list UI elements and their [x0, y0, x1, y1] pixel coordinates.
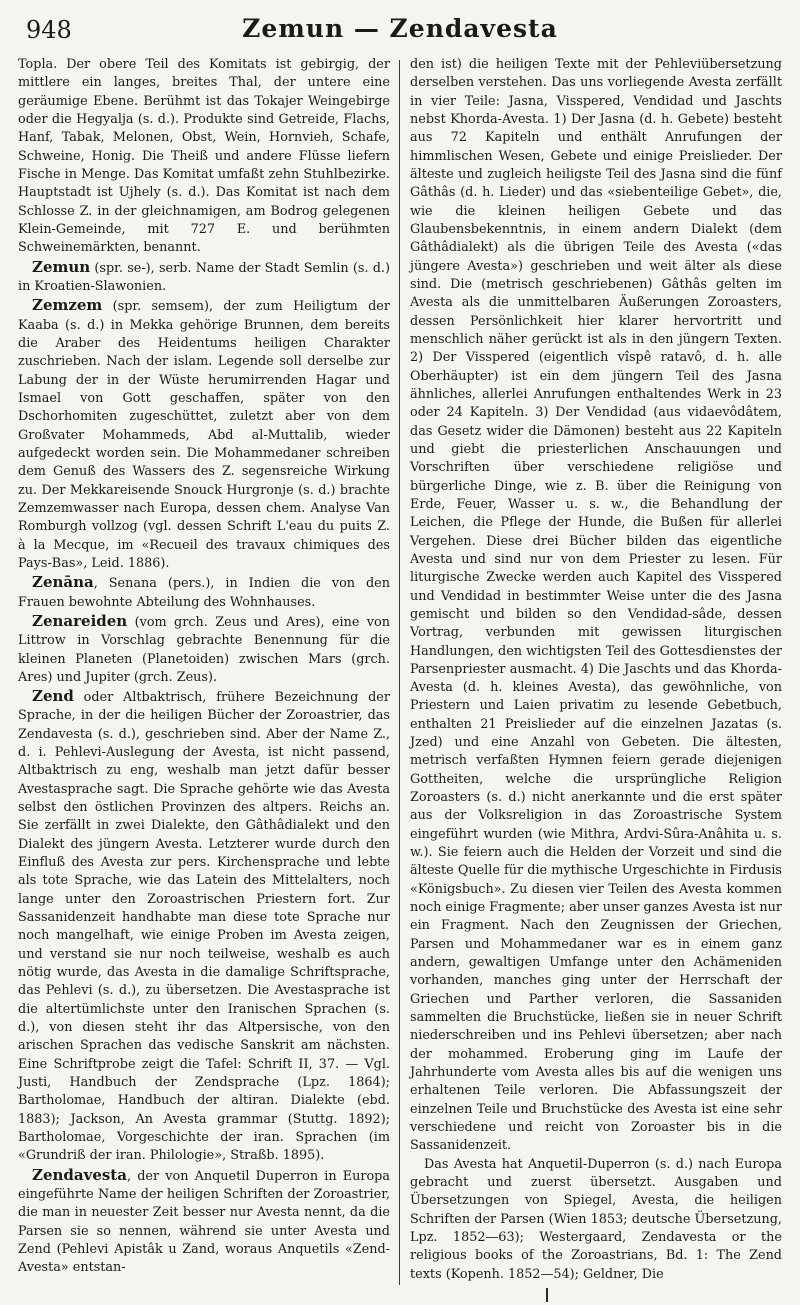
entry-text: , Senana (pers.), in Indien die von den Frauen bewohnte Abteilung des Wohnhauses. [18, 576, 390, 610]
entry-zemzem [18, 296, 390, 573]
entry-zend [18, 687, 390, 1166]
page-header [18, 6, 782, 50]
entry-text: (spr. se-), serb. Name der Stadt Semlin (s. d.) in Kroatien-Slawonien. [18, 260, 390, 294]
entry-headword: Zendavesta [32, 1165, 127, 1184]
right-column [410, 56, 782, 1284]
entry-text: (spr. semsem), der zum Heiligtum der Kaaba (s. d.) in Mekka gehörige Brunnen, dem bereits die Araber des Heidentums heiligen Charakter zuschrieben. Nach der islam. Legende soll derselbe zur Labung der in der Wüste herumirrenden Hagar und Ismael von Gott geschaffen, später von den Dschorhomiten zugeschüttet, zuletzt aber von dem Großvater Mohammeds, Abd al-Muttalib, wieder aufgedeckt worden sein. Die Mohammedaner schreiben dem Genuß des Wassers des Z. segensreiche Wirkung zu. Der Mekkareisende Snouck Hurgronje (s. d.) brachte Zemzemwasser nach Europa, dessen chem. Analyse Van Romburgh vollzog (vgl. dessen Schrift L'eau du puits Z. à la Mecque, im «Recueil des travaux chimiques des Pays-Bas», Leid. 1886). [18, 299, 390, 571]
column-divider [399, 60, 400, 1285]
entry-headword: Zenāna [32, 573, 94, 592]
entry-text: oder Altbaktrisch, frühere Bezeichnung der Sprache, in der die heiligen Bücher der Zoroastrier, das Zendavesta (s. d.), geschrieben sind. Aber der Name Z., d. i. Pehlevi-Auslegung der Avesta, ist nicht passend, Altbaktrisch zu eng, weshalb man jetzt dafür besser Avestasprache sagt. Die Sprache gehörte wie das Avesta selbst den östlichen Provinzen des altpers. Reichs an. Sie zerfällt in zwei Dialekte, den Gâthâdialekt und den Dialekt des jüngern Avesta. Letzterer wurde durch den Einfluß des Avesta zur pers. Kirchensprache und lebte als tote Sprache, wie das Latein des Mittelalters, noch lange unter den Zoroastrischen Priestern fort. Zur Sassanidenzeit handhabte man diese tote Sprache nur noch mangelhaft, wie einige Proben im Avesta zeigen, und verstand sie nur noch teilweise, weshalb es auch nötig wurde, das Avesta in die damalige Schriftsprache, das Pehlevi (s. d.), zu übersetzen. Die Avestasprache ist die altertümlichste unter den Iranischen Sprachen (s. d.), von diesen steht ihr das Altpersische, von den arischen Sprachen das vedische Sanskrit am nächsten. Eine Schriftprobe zeigt die Tafel: Schrift II, 37. — Vgl. Justi, Handbuch der Zendsprache (Lpz. 1864); Bartholomae, Handbuch der altiran. Dialekte (ebd. 1883); Jackson, An Avesta grammar (Stuttg. 1892); Bartholomae, Vorgeschichte der iran. Sprachen (im «Grundriß der iran. Philologie», Straßb. 1895). [18, 690, 390, 1164]
entry-text: , der von Anquetil Duperron in Europa eingeführte Name der heiligen Schriften der Zoroastrier, die man in neuester Zeit besser nur Avesta nennt, da die Parsen sie so nennen, während sie unter Avesta und Zend (Pehlevi Apistâk u Zand, woraus Anquetils «Zend-Avesta» entstan- [18, 1168, 390, 1276]
entry-zemun [18, 258, 390, 297]
entry-headword: Zend [32, 687, 74, 706]
print-mark [546, 1288, 548, 1302]
entry-zenana [18, 573, 390, 612]
entry-paragraph: Das Avesta hat Anquetil-Duperron (s. d.) nach Europa gebracht und zuerst übersetzt. Ausgaben und Übersetzungen von Spiegel, Avesta, die heiligen Schriften der Parsen (Wien 1853; deutsche Übersetzung, Lpz. 1852—63); Westergaard, Zendavesta or the religious books of the Zoroastrians, Bd. 1: The Zend texts (Kopenh. 1852—54); Geldner, Die [410, 1156, 782, 1282]
running-title: Zemun — Zendavesta [242, 14, 558, 43]
page-number: 948 [26, 16, 72, 44]
entry-headword: Zemzem [32, 296, 103, 315]
entry-zendavesta [18, 1166, 390, 1278]
left-column [18, 56, 390, 1278]
entry-zenareiden [18, 612, 390, 687]
entry-continuation: den ist) die heiligen Texte mit der Pehleviübersetzung derselben verstehen. Das uns vorliegende Avesta zerfällt in vier Teile: Jasna, Visspered, Vendidad und Jaschts nebst Khorda-Avesta. 1) Der Jasna (d. h. Gebete) besteht aus 72 Kapiteln und enthält Anrufungen der himmlischen Wesen, Gebete und einige Preislieder. Der älteste und zugleich heiligste Teil des Jasna sind die fünf Gâthâs (d. h. Lieder) und das «siebenteilige Gebet», die, wie die kleinen heiligen Gebete und das Glaubensbekenntnis, in einem andern Dialekt (dem Gâthâdialekt) als die übrigen Teile des Avesta («das jüngere Avesta») geschrieben und weit älter als diese sind. Die (metrisch geschriebenen) Gâthâs gelten im Avesta als die unmittelbaren Äußerungen Zoroasters, dessen Persönlichkeit hier klarer hervortritt und menschlich näher gerückt ist als in den jüngern Texten. 2) Der Visspered (eigentlich vîspê ratavô, d. h. alle Oberhäupter) ist ein dem jüngern Teil des Jasna ähnliches, allerlei Anrufungen enthaltendes Werk in 23 oder 24 Kapiteln. 3) Der Vendidad (aus vidaevôdâtem, das Gesetz wider die Dämonen) besteht aus 22 Kapiteln und giebt die priesterlichen Anschauungen und Vorschriften über verschiedene religiöse und bürgerliche Dinge, wie z. B. über die Reinigung von Erde, Feuer, Wasser u. s. w., die Behandlung der Leichen, die Pflege der Hunde, die Bußen für allerlei Vergehen. Diese drei Bücher bilden das eigentliche Avesta und sind nur von dem Priester zu lesen. Für liturgische Zwecke werden auch Kapitel des Visspered und Vendidad in bestimmter Weise unter die des Jasna gemischt und bilden so den Vendidad-sâde, dessen Vortrag, verbunden mit gewissen liturgischen Handlungen, den wichtigsten Teil des Gottesdienstes der Parsenpriester ausmacht. 4) Die Jaschts und das Khorda-Avesta (d. h. kleines Avesta), das gewöhnliche, von Priestern und Laien privatim zu lesende Gebetbuch, enthalten 21 Preislieder auf die einzelnen Jazatas (s. Jzed) und eine Anzahl von Gebeten. Die ältesten, metrisch verfaßten Hymnen feiern gerade diejenigen Gottheiten, welche die ursprüngliche Religion Zoroasters (s. d.) nicht anerkannte und die erst später aus der Volksreligion in das Zoroastrische System eingeführt wurden (wie Mithra, Ardvi-Sûra-Anâhita u. s. w.). Sie feiern auch die Helden der Vorzeit und sind die älteste Quelle für die mythische Urgeschichte in Firdusis «Königsbuch». Zu diesen vier Teilen des Avesta kommen noch einige Fragmente; aber unser ganzes Avesta ist nur ein Fragment. Nach den Zeugnissen der Griechen, Parsen und Mohammedaner war es in einem ganz andern, gewaltigen Umfange unter den Achämeniden vorhanden, manches ging unter der Herrschaft der Griechen und Parther verloren, die Sassaniden sammelten die Bruchstücke, ließen sie in neuer Schrift niederschreiben und ins Pehlevi übersetzen; aber nach der mohammed. Eroberung ging im Laufe der Jahrhunderte vom Avesta alles bis auf die wenigen uns erhaltenen Teile verloren. Die Abfassungszeit der einzelnen Teile und Bruchstücke des Avesta ist eine sehr verschiedene und reicht von Zoroaster bis in die Sassanidenzeit. [410, 57, 782, 1154]
entry-text: (vom grch. Zeus und Ares), eine von Littrow in Vorschlag gebrachte Benennung für die kleinen Planeten (Planetoiden) zwischen Mars (grch. Ares) und Jupiter (grch. Zeus). [18, 614, 390, 685]
entry-headword: Zemun [32, 257, 91, 276]
entry-continuation: Topla. Der obere Teil des Komitats ist gebirgig, der mittlere ein langes, breites Thal, der untere eine geräumige Ebene. Berühmt ist das Tokajer Weingebirge oder die Hegyalja (s. d.). Produkte sind Getreide, Flachs, Hanf, Tabak, Melonen, Obst, Wein, Hornvieh, Schafe, Schweine, Honig. Die Theiß und andere Flüsse liefern Fische in Menge. Das Komitat umfaßt zehn Stuhlbezirke. Hauptstadt ist Ujhely (s. d.). Das Komitat ist nach dem Schlosse Z. in der gleichnamigen, am Bodrog gelegenen Klein-Gemeinde, mit 727 E. und berühmten Schweinemärkten, benannt. [18, 57, 390, 256]
entry-headword: Zenareiden [32, 611, 128, 630]
